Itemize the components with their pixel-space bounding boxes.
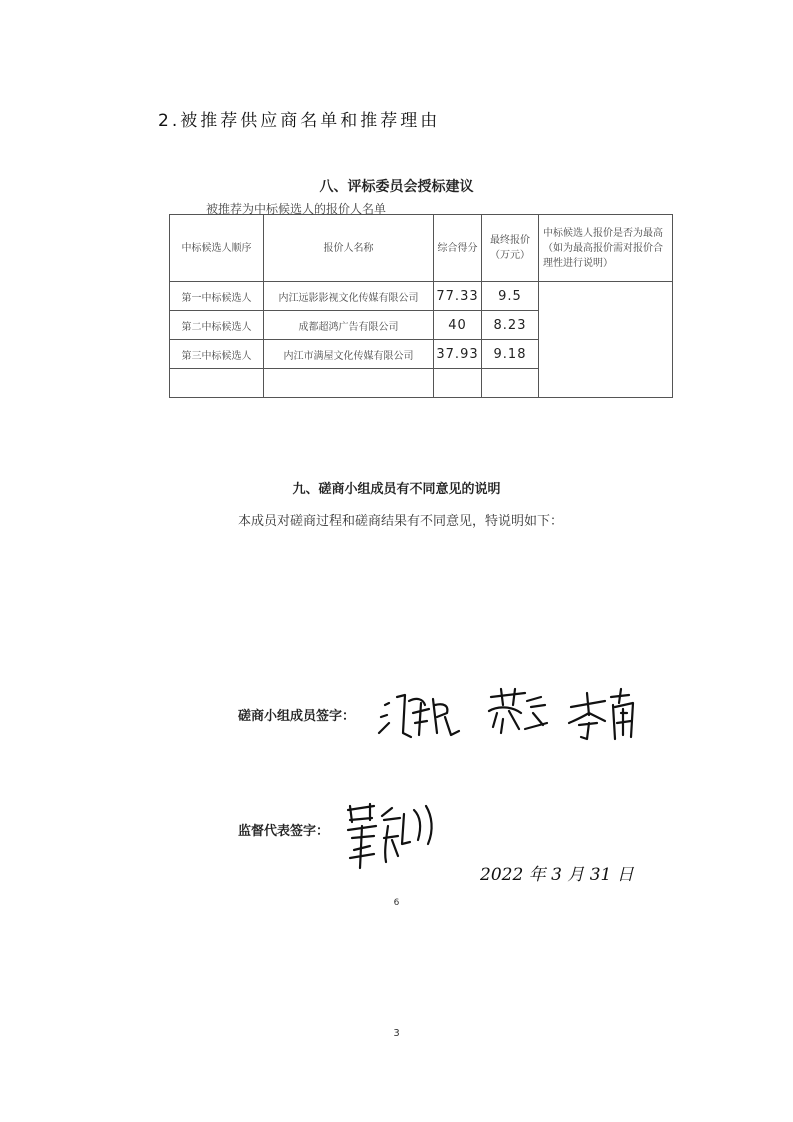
group-signature-label: 磋商小组成员签字： [238, 709, 356, 724]
cell-empty [170, 369, 264, 398]
candidate-table [169, 214, 673, 398]
signature-2 [489, 689, 547, 733]
header-rank: 中标候选人顺序 [170, 215, 264, 282]
inner-page-number: 6 [393, 898, 400, 908]
table-header-row [170, 215, 673, 282]
cell-rank: 第二中标候选人 [170, 311, 264, 340]
table-caption: 被推荐为中标候选人的报价人名单 [206, 202, 387, 216]
signature-date [480, 858, 670, 894]
cell-score: 37.93 [434, 340, 482, 369]
cell-name: 内江远影影视文化传媒有限公司 [264, 282, 434, 311]
section-heading: 2.被推荐供应商名单和推荐理由 [158, 111, 441, 131]
cell-empty [264, 369, 434, 398]
cell-rank: 第三中标候选人 [170, 340, 264, 369]
supervisor-signature-label: 监督代表签字： [238, 824, 330, 839]
section-8-title: 八、评标委员会授标建议 [319, 179, 474, 195]
cell-rank: 第一中标候选人 [170, 282, 264, 311]
signature-date-text: 2022 年 3 月 31 日 [480, 865, 634, 885]
cell-note [539, 282, 673, 398]
dissent-statement: 本成员对磋商过程和磋商结果有不同意见，特说明如下： [238, 514, 564, 529]
header-price: 最终报价（万元） [482, 215, 539, 282]
table-row [170, 282, 673, 311]
group-handwritten-signatures [375, 683, 645, 743]
header-score: 综合得分 [434, 215, 482, 282]
cell-score: 77.33 [434, 282, 482, 311]
cell-price: 9.18 [482, 340, 539, 369]
section-9-title: 九、磋商小组成员有不同意见的说明 [292, 482, 501, 497]
cell-price: 9.5 [482, 282, 539, 311]
cell-price: 8.23 [482, 311, 539, 340]
cell-empty [482, 369, 539, 398]
page-number: 3 [393, 1028, 400, 1039]
cell-score: 40 [434, 311, 482, 340]
signature-1 [379, 695, 459, 737]
cell-name: 成都超鸿广告有限公司 [264, 311, 434, 340]
supervisor-handwritten-signature [340, 796, 440, 886]
header-note: 中标候选人报价是否为最高（如为最高报价需对报价合理性进行说明） [539, 215, 673, 282]
cell-empty [434, 369, 482, 398]
signature-3 [569, 689, 633, 739]
header-name: 报价人名称 [264, 215, 434, 282]
cell-name: 内江市满屋文化传媒有限公司 [264, 340, 434, 369]
